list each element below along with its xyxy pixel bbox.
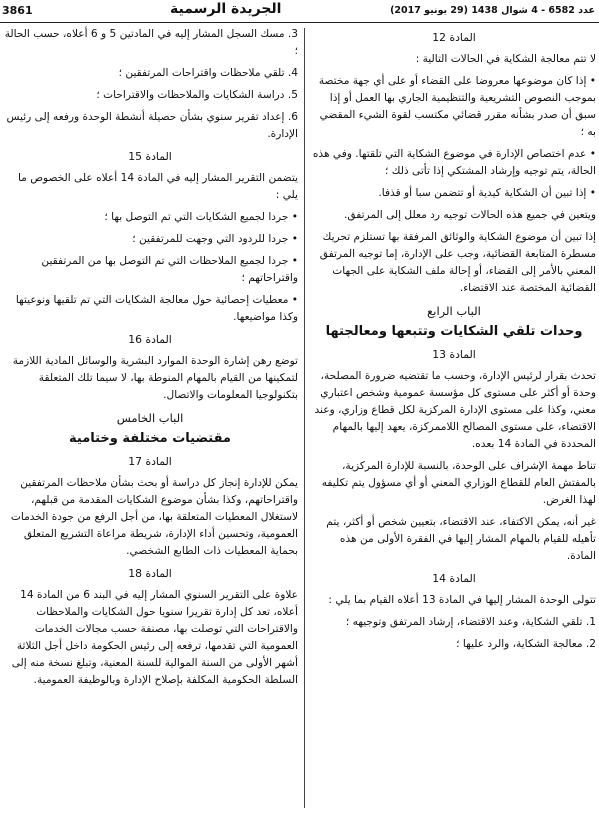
paragraph: إذا تبين أن موضوع الشكاية والوثائق المرفقة بها تستلزم تحريك مسطرة المتابعة القضائية، وجب على الإدارة، إما توجيه المرتفق المعني بالأمر إلى القضاء، أو إحالة ملف الشكاية على الجهات القضائية المختصة عند الاقتضاء. [319,231,596,294]
chapter-title: وحدات تلقي الشكايات وتتبعها ومعالجتها [325,324,583,339]
paragraph: • عدم اختصاص الإدارة في موضوع الشكاية التي تلقتها. وفي هذه الحالة، يتم توجيه وإرشاد المشتكي إذا تأتى ذلك ؛ [312,148,596,177]
paragraph: علاوة على التقرير السنوي المشار إليه في البند 6 من المادة 14 أعلاه، تعد كل إدارة تقريرا سنويا حول الشكايات والملاحظات والاقتراحات التي توصلت بها، مصنفة حسب مجالات الخدمات العمومية التي تقدمها، ترفعه إلى رئيس الحكومة داخل أجل الثلاثة أشهر الأولى من السنة الموالية للسنة المعنية، وتبلغ نسخة منه إلى السلطة الحكومية المكلفة بإصلاح الإدارة وبالوظيفة العمومية. [11,589,298,686]
article-heading: المادة 17 [128,455,172,468]
paragraph: 6. إعداد تقرير سنوي بشأن حصيلة أنشطة الوحدة ورفعه إلى رئيس الإدارة. [6,111,298,140]
chapter-heading: الباب الخامس [116,411,184,425]
paragraph: 2. معالجة الشكاية، والرد عليها ؛ [456,638,596,650]
paragraph: غير أنه، يمكن الاكتفاء، عند الاقتضاء، بتعيين شخص أو أكثر، يتم تأهيله للقيام بالمهام المشار إليها في الفقرة الأولى من هذه المادة. [326,516,596,562]
paragraph: 4. تلقي ملاحظات واقتراحات المرتفقين ؛ [118,67,298,79]
article-heading: المادة 18 [128,567,172,580]
paragraph: 1. تلقي الشكاية، وعند الاقتضاء، إرشاد المرتفق وتوجيهه ؛ [345,616,596,628]
paragraph: • إذا تبين أن الشكاية كيدية أو تتضمن سبا أو قذفا. [378,187,596,199]
article-heading: المادة 14 [432,572,476,585]
paragraph: • جردا لجميع الملاحظات التي تم التوصل بها من المرتفقين واقتراحاتهم ؛ [41,255,298,284]
chapter-heading: الباب الرابع [427,304,481,318]
paragraph: تحدث بقرار لرئيس الإدارة، وحسب ما تقتضيه ضرورة المصلحة، وحدة أو أكثر على مستوى كل مؤسسة عمومية وشخص اعتباري معني، وكذا على مستوى الإدارة المركزية لكل قطاع وزاري، وعند الاقتضاء، على مستوى المصالح اللاممركزة، يعهد إليها بالمهام المحددة في المادة 14 بعده. [314,370,596,450]
paragraph: 5. دراسة الشكايات والملاحظات والاقتراحات ؛ [96,89,298,101]
paragraph: يمكن للإدارة إنجاز كل دراسة أو بحث بشأن ملاحظات المرتفقين واقتراحاتهم، وكذا بشأن موضوع الشكايات المقدمة من قبلهم، لاستغلال المعطيات المتعلقة بها، من أجل الرفع من جودة الخدمات العمومية، وتحسين أداء الإدارة، شريطة مراعاة التشريع المتعلق بحماية المعطيات ذات الطابع الشخصي. [10,477,298,557]
column-divider [304,28,305,808]
article-heading: المادة 15 [128,150,172,163]
paragraph: • إذا كان موضوعها معروضا على القضاء أو على أي جهة مختصة بموجب النصوص التشريعية والتنظيمية الجاري بها العمل أو إذا سبق أن صدر بشأنه مقرر قضائي مكتسب لقوة الشيء المقضي به ؛ [318,75,596,138]
right-column [312,26,596,658]
article-heading: المادة 12 [432,31,476,44]
article-heading: المادة 16 [128,333,172,346]
left-column [2,26,298,694]
paragraph: • جردا لجميع الشكايات التي تم التوصل بها ؛ [104,211,298,223]
paragraph: ويتعين في جميع هذه الحالات توجيه رد معلل إلى المرتفق. [344,209,596,221]
issue-info: عدد 6582 - 4 شوال 1438 (29 يونيو 2017) [390,5,595,16]
paragraph: 3. مسك السجل المشار إليه في المادتين 5 و 6 أعلاه، حسب الحالة ؛ [4,28,298,57]
journal-title: الجريدة الرسمية [170,1,282,17]
paragraph: توضع رهن إشارة الوحدة الموارد البشرية والوسائل المادية اللازمة لتمكينها من القيام بالمهام المنوطة بها، لا سيما تلك المتعلقة بتكنولوجيا المعلومات والاتصال. [12,355,298,401]
page-header [0,0,599,23]
chapter-title: مقتضيات مختلفة وختامية [69,431,231,446]
article-heading: المادة 13 [432,348,476,361]
paragraph: • جردا للردود التي وجهت للمرتفقين ؛ [132,233,298,245]
paragraph: • معطيات إحصائية حول معالجة الشكايات التي تم تلقيها ونوعيتها وكذا مواضيعها. [15,294,298,323]
paragraph: يتضمن التقرير المشار إليه في المادة 14 أعلاه على الخصوص ما يلي : [17,172,298,201]
paragraph: تناط مهمة الإشراف على الوحدة، بالنسبة للإدارة المركزية، بالمفتش العام للقطاع الوزاري المعني أو أي مسؤول يتم تكليفه لهذا الغرض. [321,460,596,506]
paragraph: تتولى الوحدة المشار إليها في المادة 13 أعلاه القيام بما يلي : [328,594,596,606]
paragraph: لا تتم معالجة الشكاية في الحالات التالية : [415,53,596,65]
page-number: 3861 [2,4,33,17]
